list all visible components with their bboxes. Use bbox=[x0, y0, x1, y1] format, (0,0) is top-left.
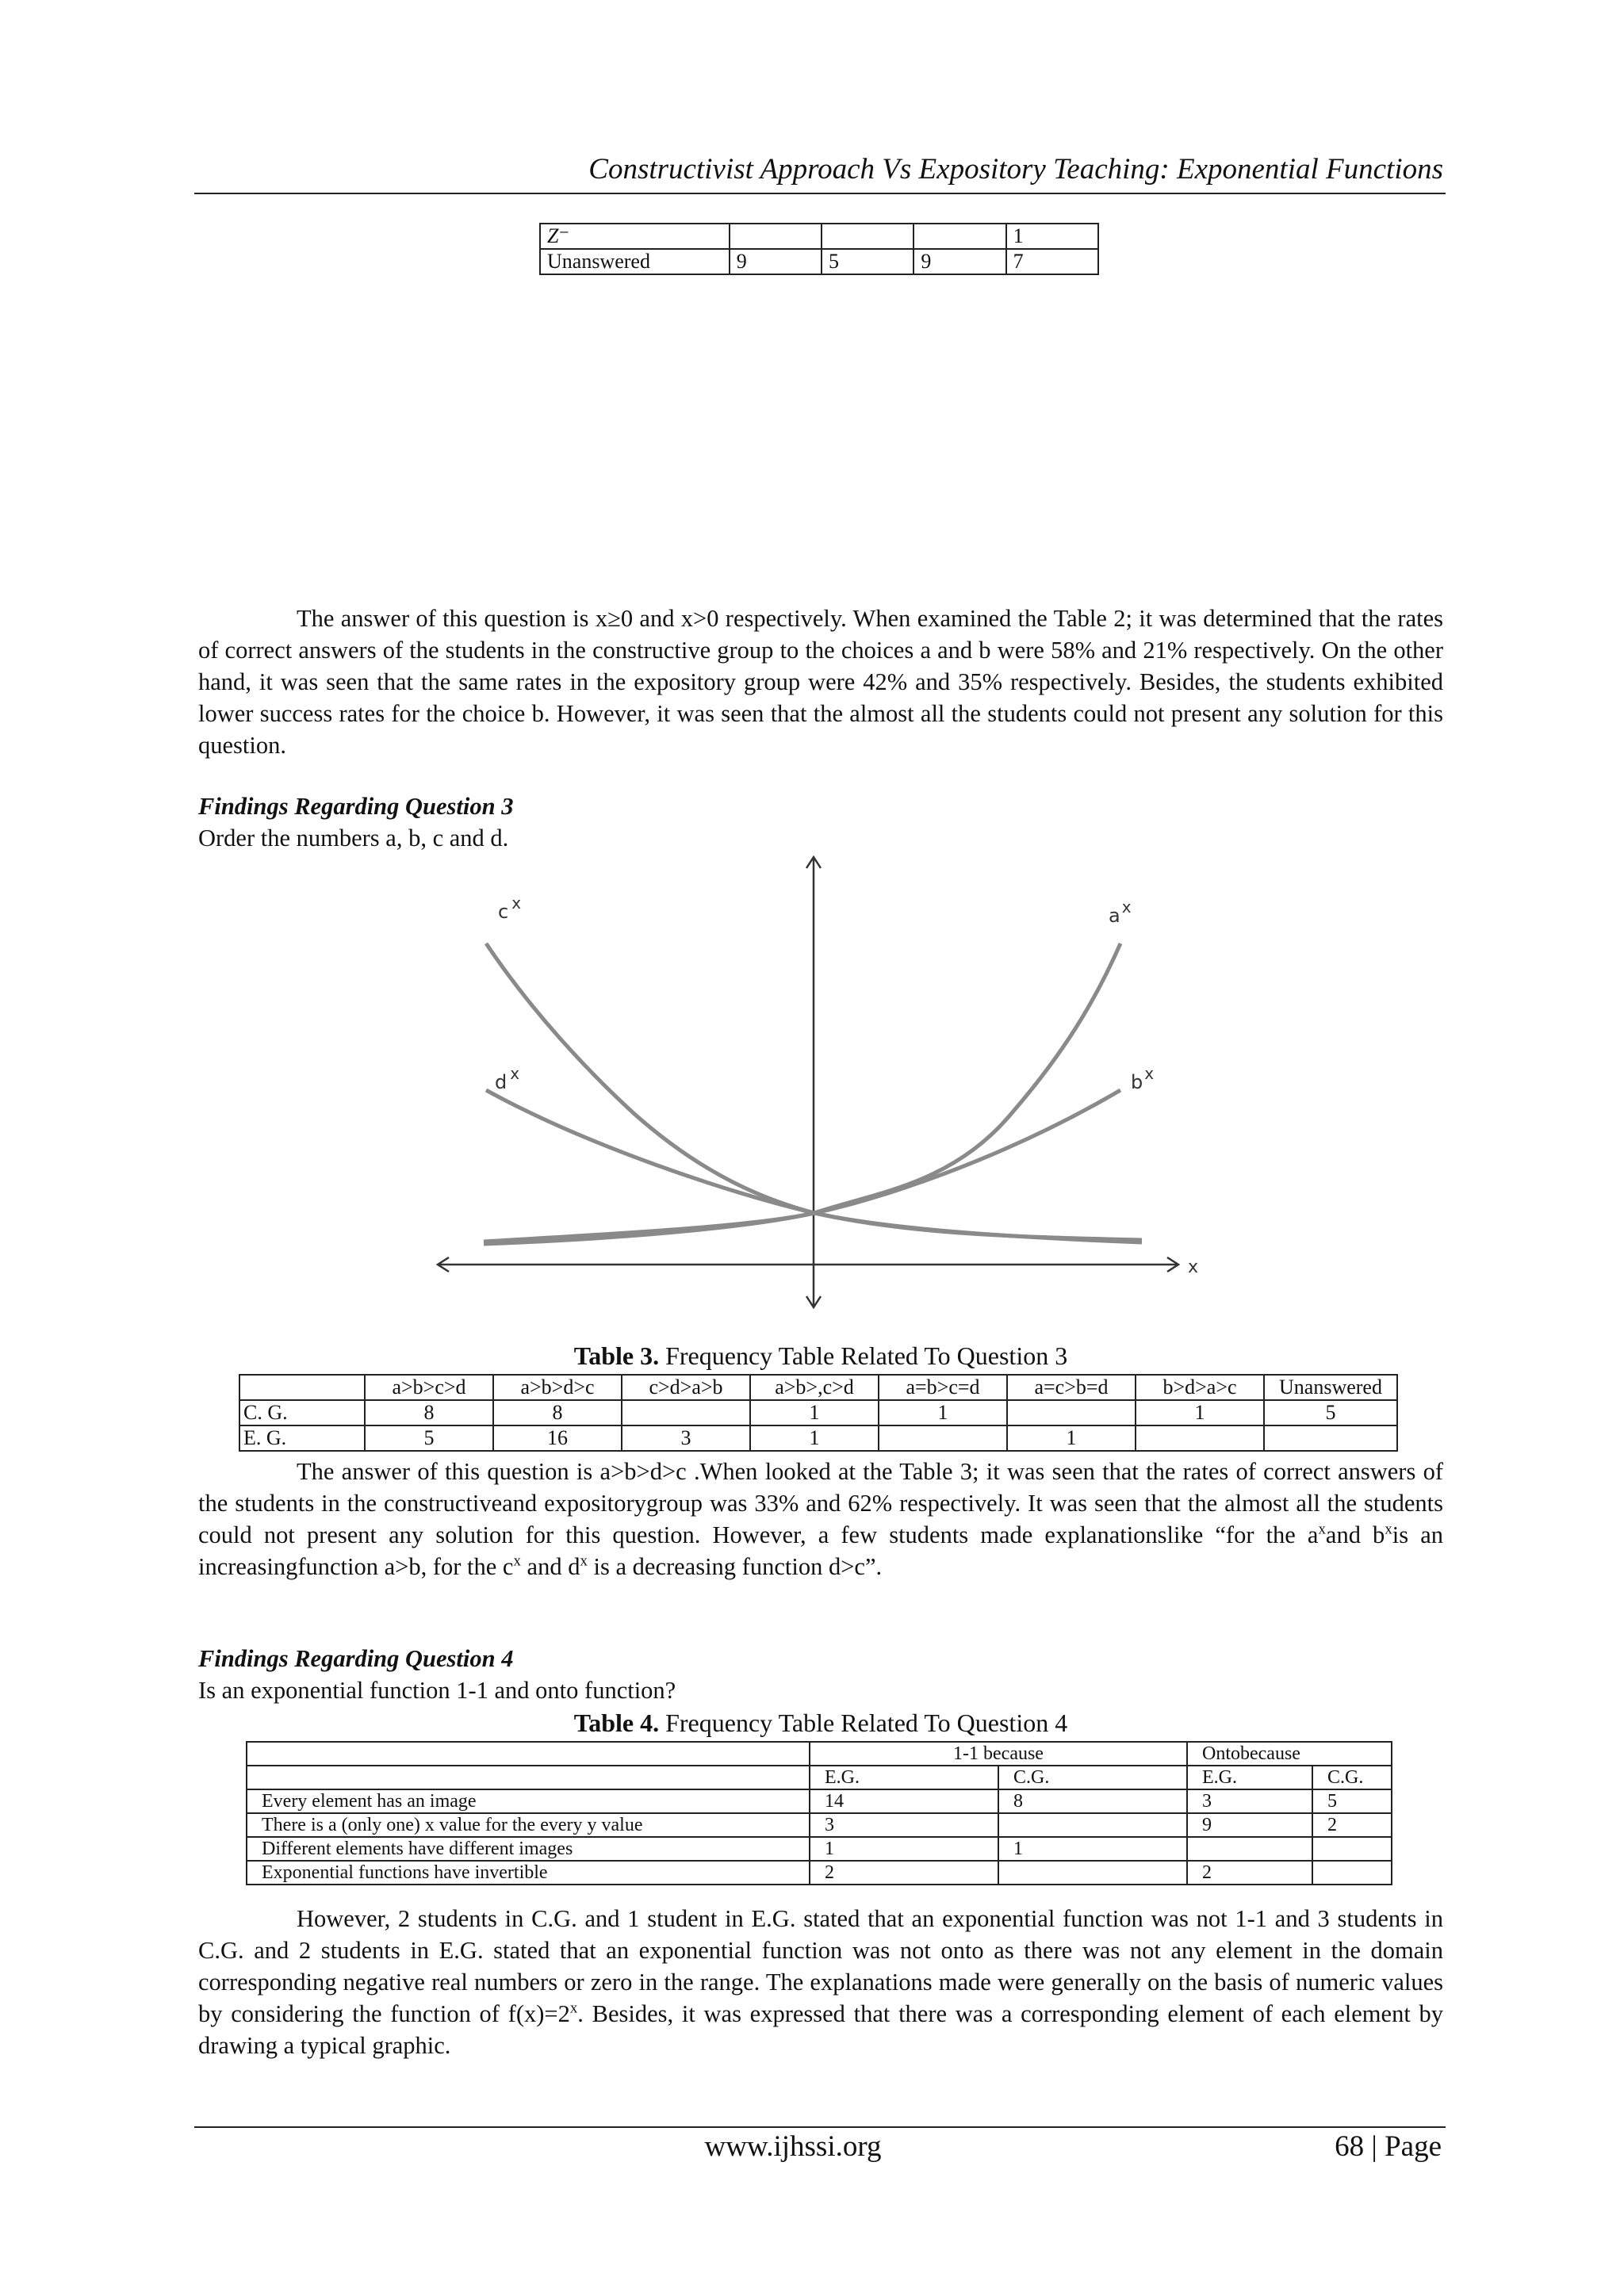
table-cell: 1 bbox=[1006, 224, 1098, 249]
table-cell: 5 bbox=[1264, 1400, 1397, 1425]
table-cell: 2 bbox=[1187, 1861, 1312, 1885]
section-heading-q4: Findings Regarding Question 4 bbox=[198, 1645, 514, 1672]
footer-rule bbox=[194, 2126, 1446, 2128]
table-cell: 1 bbox=[810, 1837, 998, 1861]
table-cell: 1 bbox=[998, 1837, 1187, 1861]
table-3 bbox=[239, 1374, 1398, 1452]
table-cell: 1 bbox=[750, 1425, 879, 1451]
table-cell: 1 bbox=[1007, 1425, 1136, 1451]
table-cell: E.G. bbox=[1187, 1766, 1312, 1789]
exponential-graph bbox=[428, 852, 1205, 1312]
label-c-x: c $^x$ bbox=[498, 894, 522, 923]
x-axis-label: x bbox=[1188, 1257, 1199, 1277]
table-cell: 9 bbox=[914, 249, 1005, 274]
table-4-caption: Table 4. Frequency Table Related To Question 4 bbox=[573, 1709, 1068, 1737]
table-row bbox=[239, 1425, 1397, 1451]
table-cell: Unanswered bbox=[1264, 1375, 1397, 1400]
table-cell: 2 bbox=[810, 1861, 998, 1885]
table-cell: 3 bbox=[810, 1813, 998, 1837]
curve-a-x bbox=[484, 943, 1120, 1242]
question-3-prompt: Order the numbers a, b, c and d. bbox=[198, 825, 509, 851]
paragraph: The answer of this question is a>b>d>c .When looked at the Table 3; it was seen that the rates of correct answers of the students in the constructiveand expositorygroup was 33% and 62% respectively. It was seen that the almost all the students could not present any solution for this question. However, a few students made explanationslike “for the $a^xand$ $b^xis$ an increasingfunction a>b, for the $c^x$ and $d^x$ is a decreasing function d>c”. bbox=[198, 1458, 1443, 1580]
table-cell bbox=[1007, 1400, 1136, 1425]
paragraph: The answer of this question is x≥0 and x>0 respectively. When examined the Table 2; it was determined that the rates of correct answers of the students in the constructive group to the choices a and b were 58% and 21% respectively. On the other hand, it was seen that the same rates in the expository group were 42% and 35% respectively. Besides, the students exhibited lower success rates for the choice b. However, it was seen that the almost all the students could not present any solution for this question. bbox=[198, 605, 1443, 759]
table-row bbox=[247, 1813, 1392, 1837]
table-3-caption: Table 3. Frequency Table Related To Question 3 bbox=[573, 1341, 1068, 1370]
table-cell: 8 bbox=[365, 1400, 493, 1425]
table-row bbox=[247, 1789, 1392, 1813]
table-cell: C.G. bbox=[998, 1766, 1187, 1789]
table-cell: 1 bbox=[1136, 1400, 1264, 1425]
footer-url: www.ijhssi.org bbox=[704, 2130, 882, 2163]
table-2-fragment bbox=[539, 223, 1099, 275]
table-cell bbox=[1312, 1837, 1392, 1861]
table-cell: a>b>d>c bbox=[493, 1375, 622, 1400]
table-row bbox=[247, 1837, 1392, 1861]
table-cell: a=b>c=d bbox=[879, 1375, 1007, 1400]
table-cell: Z⁻ bbox=[540, 224, 730, 249]
table-cell: 3 bbox=[622, 1425, 750, 1451]
section-heading-q3: Findings Regarding Question 3 bbox=[198, 793, 514, 820]
table-cell: E. G. bbox=[239, 1425, 365, 1451]
table-cell: Unanswered bbox=[540, 249, 730, 274]
table-cell bbox=[247, 1766, 810, 1789]
table-cell: 9 bbox=[730, 249, 822, 274]
table-cell: 5 bbox=[365, 1425, 493, 1451]
table-cell: 8 bbox=[493, 1400, 622, 1425]
table-cell: There is a (only one) x value for the every y value bbox=[247, 1813, 810, 1837]
table-cell: Every element has an image bbox=[247, 1789, 810, 1813]
table-group-header: 1-1 because bbox=[810, 1742, 1187, 1766]
table-cell: a>b>,c>d bbox=[750, 1375, 879, 1400]
table-cell: 16 bbox=[493, 1425, 622, 1451]
question-4-prompt: Is an exponential function 1-1 and onto function? bbox=[198, 1677, 676, 1704]
curve-b-x bbox=[484, 1090, 1120, 1244]
table-cell bbox=[879, 1425, 1007, 1451]
table-cell: 5 bbox=[1312, 1789, 1392, 1813]
paragraph: However, 2 students in C.G. and 1 student in E.G. stated that an exponential function was not 1-1 and 3 students in C.G. and 2 students in E.G. stated that an exponential function was not onto as there was not any element in the domain corresponding negative real numbers or zero in the range. The explanations made were generally on the basis of numeric values by considering the function of $f(x)=2^x$. Besides, it was expressed that there was a corresponding element of each element by drawing a typical graphic. bbox=[198, 1905, 1444, 2059]
table-cell bbox=[239, 1375, 365, 1400]
table-cell: C.G. bbox=[1312, 1766, 1392, 1789]
table-cell bbox=[822, 224, 914, 249]
table-cell bbox=[1264, 1425, 1397, 1451]
table-cell: 9 bbox=[1187, 1813, 1312, 1837]
table-cell: 7 bbox=[1006, 249, 1098, 274]
table-header-row bbox=[239, 1375, 1397, 1400]
running-header: Constructivist Approach Vs Expository Teaching: Exponential Functions bbox=[588, 153, 1443, 186]
table-cell: 3 bbox=[1187, 1789, 1312, 1813]
table-cell: E.G. bbox=[810, 1766, 998, 1789]
table-row bbox=[239, 1400, 1397, 1425]
table-cell bbox=[1136, 1425, 1264, 1451]
table-cell: b>d>a>c bbox=[1136, 1375, 1264, 1400]
table-cell: 8 bbox=[998, 1789, 1187, 1813]
table-cell: 5 bbox=[822, 249, 914, 274]
page-number: 68 | Page bbox=[1335, 2130, 1442, 2163]
table-cell bbox=[914, 224, 1005, 249]
table-cell bbox=[998, 1813, 1187, 1837]
table-cell: 14 bbox=[810, 1789, 998, 1813]
table-4 bbox=[246, 1741, 1392, 1885]
table-cell: 1 bbox=[879, 1400, 1007, 1425]
table-cell: Different elements have different images bbox=[247, 1837, 810, 1861]
header-rule bbox=[194, 193, 1446, 194]
table-row bbox=[540, 224, 1098, 249]
table-cell: 1 bbox=[750, 1400, 879, 1425]
table-cell: Exponential functions have invertible bbox=[247, 1861, 810, 1885]
table-header-row bbox=[247, 1766, 1392, 1789]
table-group-header: Ontobecause bbox=[1187, 1742, 1392, 1766]
table-cell: 2 bbox=[1312, 1813, 1392, 1837]
table-cell: C. G. bbox=[239, 1400, 365, 1425]
table-cell bbox=[1187, 1837, 1312, 1861]
table-header-row bbox=[247, 1742, 1392, 1766]
table-cell: a>b>c>d bbox=[365, 1375, 493, 1400]
label-a-x: a $^x$ bbox=[1109, 897, 1132, 927]
table-cell bbox=[622, 1400, 750, 1425]
table-cell: a=c>b=d bbox=[1007, 1375, 1136, 1400]
table-cell bbox=[1312, 1861, 1392, 1885]
table-cell bbox=[998, 1861, 1187, 1885]
table-row bbox=[247, 1861, 1392, 1885]
table-cell bbox=[247, 1742, 810, 1766]
table-row bbox=[540, 249, 1098, 274]
label-d-x: d $^x$ bbox=[495, 1064, 520, 1093]
label-b-x: b $^x$ bbox=[1131, 1064, 1155, 1093]
table-cell: c>d>a>b bbox=[622, 1375, 750, 1400]
table-cell bbox=[730, 224, 822, 249]
